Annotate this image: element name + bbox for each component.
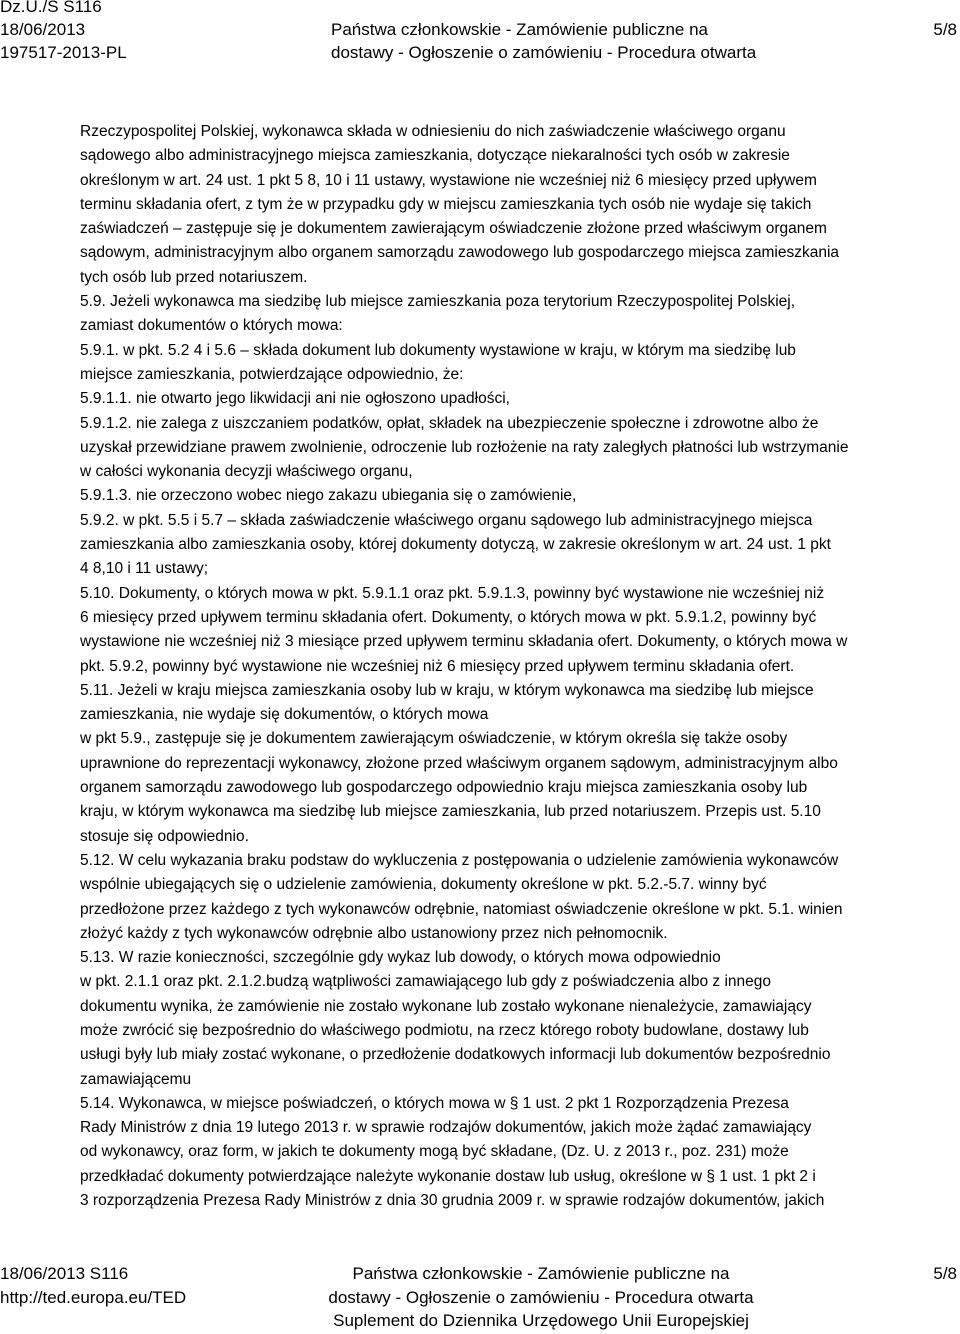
text-line: określonym w art. 24 ust. 1 pkt 5 8, 10 i 11 ustawy, wystawione nie wcześniej niż 6 miesięcy przed upływem (80, 171, 817, 189)
text-line: sądowym, administracyjnym albo organem samorządu zawodowego lub gospodarczego miejsca zamieszkania (80, 244, 840, 262)
text-line: zamiast dokumentów o których mowa: (80, 317, 343, 335)
header-page-number: 5/8 (933, 20, 957, 39)
footer-title-line-1: Państwa członkowskie - Zamówienie publiczne na (352, 1264, 730, 1283)
text-line: 5.13. W razie konieczności, szczególnie gdy wykaz lub dowody, o których mowa odpowiednio (80, 949, 721, 967)
footer-page-number: 5/8 (933, 1264, 957, 1283)
text-line: 5.9.2. w pkt. 5.5 i 5.7 – składa zaświadczenie właściwego organu sądowego lub administracyjnego miejsca (80, 511, 813, 529)
text-line: 4 8,10 i 11 ustawy; (80, 560, 209, 578)
text-line: 6 miesięcy przed upływem terminu składania ofert. Dokumenty, o których mowa w pkt. 5.9.1.2, powinny być (80, 608, 817, 626)
text-line: sądowego albo administracyjnego miejsca zamieszkania, dotyczące niekaralności tych osób w zakresie (80, 147, 790, 165)
footer-center (311, 1262, 771, 1333)
text-line: terminu składania ofert, z tym że w przypadku gdy w miejscu zamieszkania tych osób nie wydaje się takich (80, 195, 812, 213)
text-line: 5.9. Jeżeli wykonawca ma siedzibę lub miejsce zamieszkania poza terytorium Rzeczypospolitej Polskiej, (80, 293, 796, 311)
text-line: stosuje się odpowiednio. (80, 827, 249, 845)
text-line: 3 rozporządzenia Prezesa Rady Ministrów z dnia 30 grudnia 2009 r. w sprawie rodzajów dokumentów, jakich (80, 1192, 825, 1210)
page-header (0, 0, 960, 70)
text-line: może zwrócić się bezpośrednio do właściwego podmiotu, na rzecz którego roboty budowlane, dostawy lub (80, 1021, 809, 1039)
text-line: 5.11. Jeżeli w kraju miejsca zamieszkania osoby lub w kraju, w którym wykonawca ma siedzibę lub miejsce (80, 681, 814, 699)
text-line: wspólnie ubiegających się o udzielenie zamówienia, dokumenty określone w pkt. 5.2.-5.7. winny być (80, 876, 767, 894)
footer-date-issue: 18/06/2013 S116 (0, 1264, 129, 1283)
footer-left (0, 1262, 186, 1309)
text-line: zamawiającemu (80, 1070, 192, 1088)
header-left (0, 0, 127, 64)
text-line: 5.10. Dokumenty, o których mowa w pkt. 5.9.1.1 oraz pkt. 5.9.1.3, powinny być wystawione nie wcześniej niż (80, 584, 825, 602)
footer-title-line-2: dostawy - Ogłoszenie o zamówieniu - Procedura otwarta (328, 1287, 754, 1307)
text-line: 5.9.1.3. nie orzeczono wobec niego zakazu ubiegania się o zamówienie, (80, 487, 577, 505)
footer-supplement: Suplement do Dziennika Urzędowego Unii Europejskiej (333, 1311, 749, 1330)
text-line: w pkt. 2.1.1 oraz pkt. 2.1.2.budzą wątpliwości zamawiającego lub gdy z poświadczenia albo z innego (80, 973, 772, 991)
text-line: przedłożone przez każdego z tych wykonawców odrębnie, natomiast oświadczenie określone w pkt. 5.1. winien (80, 900, 843, 918)
header-journal-ref: Dz.U./S S116 (0, 0, 102, 16)
text-line: miejsce zamieszkania, potwierdzające odpowiednio, że: (80, 365, 464, 383)
header-center (331, 18, 756, 64)
text-line: zamieszkania albo zamieszkania osoby, której dokumenty dotyczą, w zakresie określonym w art. 24 ust. 1 pkt (80, 536, 831, 554)
footer-url[interactable]: http://ted.europa.eu/TED (0, 1287, 187, 1307)
header-title-line-1: Państwa członkowskie - Zamówienie publiczne na (331, 20, 709, 39)
text-line: dokumentu wynika, że zamówienie nie zostało wykonane lub zostało wykonane nienależycie, zamawiający (80, 997, 812, 1015)
text-line: 5.9.1. w pkt. 5.2 4 i 5.6 – składa dokument lub dokumenty wystawione w kraju, w którym ma siedzibę lub (80, 341, 796, 359)
text-line: 5.9.1.2. nie zalega z uiszczaniem podatków, opłat, składek na ubezpieczenie społeczne i zdrowotne albo że (80, 414, 819, 432)
document-body (80, 120, 960, 1213)
text-line: 5.12. W celu wykazania braku podstaw do wykluczenia z postępowania o udzielenie zamówienia wykonawców (80, 851, 839, 869)
text-line: przedkładać dokumenty potwierdzające należyte wykonanie dostaw lub usług, określone w § 1 ust. 1 pkt 2 i (80, 1167, 816, 1185)
text-line: w całości wykonania decyzji właściwego organu, (80, 463, 413, 481)
text-line: złożyć każdy z tych wykonawców odrębnie albo ustanowiony przez nich pełnomocnik. (80, 924, 668, 942)
text-line: pkt. 5.9.2, powinny być wystawione nie wcześniej niż 6 miesięcy przed upływem terminu składania ofert. (80, 657, 795, 675)
text-line: kraju, w którym wykonawca ma siedzibę lub miejsce zamieszkania, lub przed notariuszem. Przepis ust. 5.10 (80, 803, 821, 821)
text-line: uprawnione do reprezentacji wykonawcy, złożone przed właściwym organem sądowym, administracyjnym albo (80, 754, 838, 772)
header-notice-id: 197517-2013-PL (0, 43, 127, 62)
header-title-line-2: dostawy - Ogłoszenie o zamówieniu - Procedura otwarta (331, 43, 757, 62)
text-line: wystawione nie wcześniej niż 3 miesiące przed upływem terminu składania ofert. Dokumenty, o których mowa w (80, 633, 848, 651)
text-line: w pkt 5.9., zastępuje się je dokumentem zawierającym oświadczenie, w którym określa się także osoby (80, 730, 788, 748)
text-line: usługi były lub miały zostać wykonane, o przedłożenie dodatkowych informacji lub dokumentów bezpośrednio (80, 1046, 831, 1064)
text-line: uzyskał przewidziane prawem zwolnienie, odroczenie lub rozłożenie na raty zaległych płatności lub wstrzymanie (80, 438, 849, 456)
text-line: tych osób lub przed notariuszem. (80, 268, 308, 286)
text-line: zamieszkania, nie wydaje się dokumentów, o których mowa (80, 706, 489, 724)
text-line: organem samorządu zawodowego lub gospodarczego odpowiednio kraju miejsca zamieszkania osoby lub (80, 779, 808, 797)
text-line: Rady Ministrów z dnia 19 lutego 2013 r. w sprawie rodzajów dokumentów, jakich może żądać zamawiający (80, 1119, 812, 1137)
text-line: zaświadczeń – zastępuje się je dokumentem zawierającym oświadczenie złożone przed właściwym organem (80, 220, 827, 238)
page-footer (0, 1262, 960, 1334)
text-line: Rzeczypospolitej Polskiej, wykonawca składa w odniesieniu do nich zaświadczenie właściwego organu (80, 123, 786, 140)
header-date: 18/06/2013 (0, 20, 86, 39)
text-line: 5.9.1.1. nie otwarto jego likwidacji ani nie ogłoszono upadłości, (80, 390, 510, 408)
text-line: od wykonawcy, oraz form, w jakich te dokumenty mogą być składane, (Dz. U. z 2013 r., poz. 231) może (80, 1143, 789, 1161)
text-line: 5.14. Wykonawca, w miejsce poświadczeń, o których mowa w § 1 ust. 2 pkt 1 Rozporządzenia Prezesa (80, 1094, 789, 1112)
